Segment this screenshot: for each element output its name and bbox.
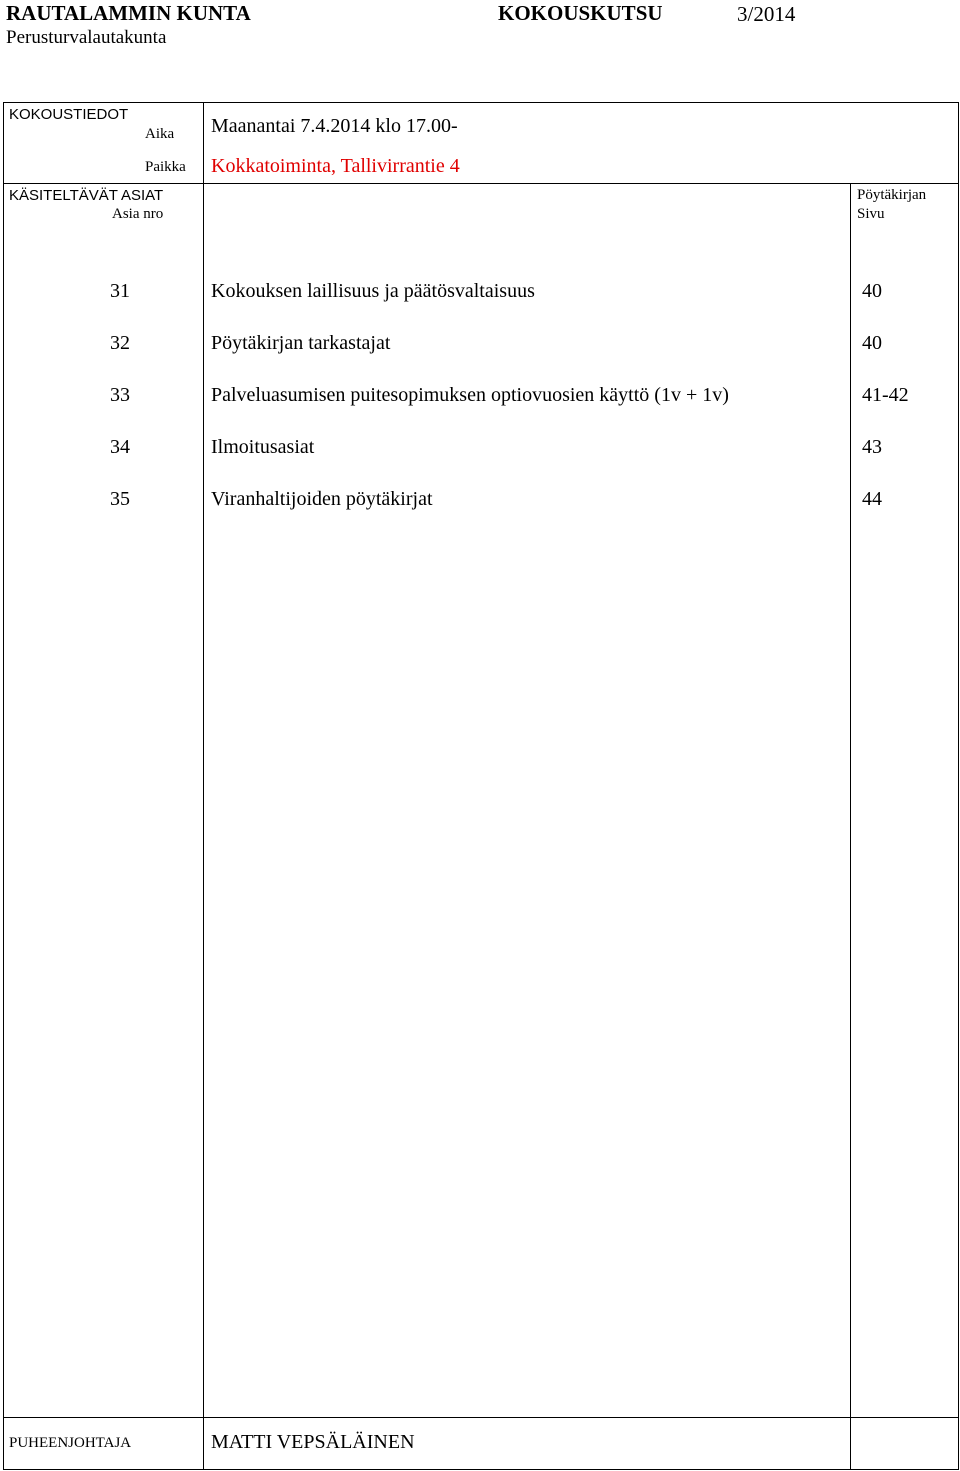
agenda-item-page: 43 <box>862 436 882 458</box>
page-header-line2: Sivu <box>857 206 885 222</box>
page-header-line1: Pöytäkirjan <box>857 187 927 203</box>
agenda-item-title: Viranhaltijoiden pöytäkirjat <box>211 488 433 510</box>
meeting-info-label: KOKOUSTIEDOT <box>9 106 129 123</box>
agenda-item-number: 32 <box>110 332 130 354</box>
chair-name: MATTI VEPSÄLÄINEN <box>211 1431 415 1453</box>
agenda-item-page: 41-42 <box>862 384 909 406</box>
meeting-time: Maanantai 7.4.2014 klo 17.00- <box>211 115 458 137</box>
agenda-item-page: 40 <box>862 332 882 354</box>
agenda-item-number: 31 <box>110 280 130 302</box>
agenda-item-number: 33 <box>110 384 130 406</box>
organization-name: RAUTALAMMIN KUNTA <box>6 1 251 25</box>
document-type: KOKOUSKUTSU <box>498 1 663 25</box>
agenda-item-title: Pöytäkirjan tarkastajat <box>211 332 391 354</box>
department-name: Perusturvalautakunta <box>6 27 167 48</box>
time-label: Aika <box>145 126 175 142</box>
agenda-item-title: Ilmoitusasiat <box>211 436 315 458</box>
agenda-item-title: Palveluasumisen puitesopimuksen optiovuosien käyttö (1v + 1v) <box>211 384 729 406</box>
document-number: 3/2014 <box>737 2 796 26</box>
agenda-item-title: Kokouksen laillisuus ja päätösvaltaisuus <box>211 280 535 302</box>
agenda-item-number: 34 <box>110 436 130 458</box>
agenda-item-page: 40 <box>862 280 882 302</box>
item-number-header: Asia nro <box>112 206 164 222</box>
agenda-item-page: 44 <box>862 488 882 510</box>
meeting-place: Kokkatoiminta, Tallivirrantie 4 <box>211 155 460 177</box>
agenda-section-label: KÄSITELTÄVÄT ASIAT <box>9 187 164 204</box>
place-label: Paikka <box>145 159 186 175</box>
chair-label: PUHEENJOHTAJA <box>9 1435 132 1451</box>
agenda-item-number: 35 <box>110 488 130 510</box>
